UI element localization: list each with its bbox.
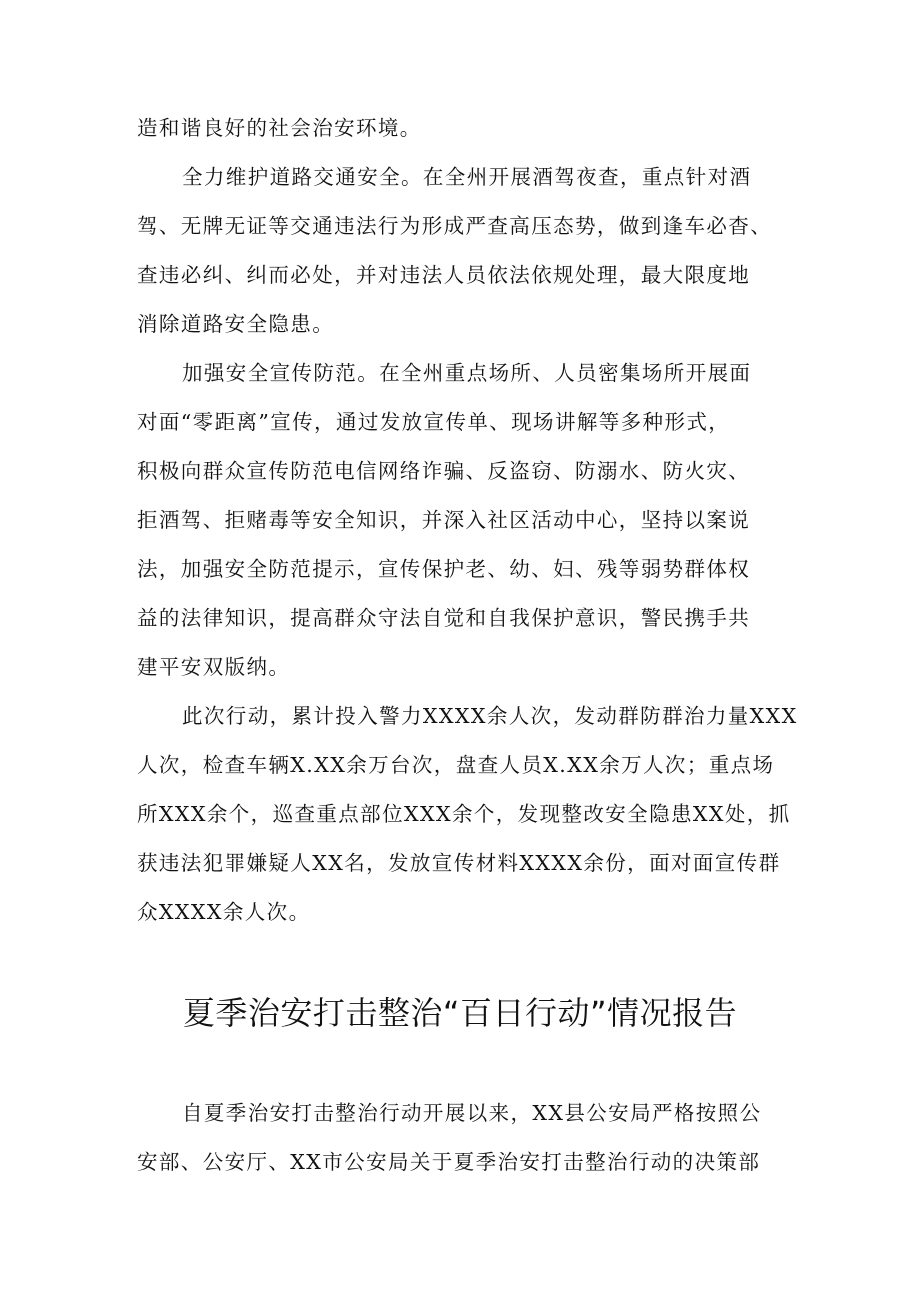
text-line: 人次，检查车辆X.XX余万台次，盘查人员X.XX余万人次；重点场 [137,753,775,777]
text-line: 拒酒驾、拒赌毒等安全知识，并深入社区活动中心，坚持以案说 [137,508,751,532]
text-line: 加强安全宣传防范。在全州重点场所、人员密集场所开展面 [182,361,752,385]
paragraph-traffic-safety [137,153,797,349]
text-line: 查违必纠、纠而必处，并对违法人员依法依规处理，最大限度地 [137,263,751,287]
text-line: 驾、无牌无证等交通违法行为形成严查高压态势，做到逢车必杳、 [137,214,773,238]
text-line: 全力维护道路交通安全。在全州开展酒驾夜查，重点针对酒 [182,165,752,189]
text-line: 积极向群众宣传防范电信网络诈骗、反盗窃、防溺水、防火灾、 [137,459,751,483]
text-line: 所XXX余个，巡查重点部位XXX余个，发现整改安全隐患XX处，抓 [137,802,791,826]
report-title: 夏季治安打击整治“百日行动”情况报告 [182,994,738,1032]
text-line: 消除道路安全隐患。 [137,312,335,336]
text-line: 对面“零距离”宣传，通过发放宣传单、现场讲解等多种形式， [137,410,731,434]
paragraph-intro [137,1089,797,1187]
paragraph-safety-publicity [137,349,797,692]
text-line: 益的法律知识，提高群众守法自觉和自我保护意识，警民携手共 [137,606,751,630]
paragraph-action-results [137,692,797,937]
text-line: 获违法犯罪嫌疑人XX名，发放宣传材料XXXX余份，面对面宣传群 [137,851,781,875]
text-line: 众XXXX余人次。 [137,900,311,924]
text-line: 建平安双版纳。 [137,655,291,679]
text-line: 自夏季治安打击整治行动开展以来，XX县公安局严格按照公 [182,1101,762,1125]
text-line: 安部、公安厅、XX市公安局关于夏季治安打击整治行动的决策部 [137,1150,761,1174]
text-line: 法，加强安全防范提示，宣传保护老、幼、妇、残等弱势群体权 [137,557,751,581]
text-line: 造和谐良好的社会治安环境。 [137,116,422,140]
continuation-paragraph [137,104,797,153]
text-line: 此次行动，累计投入警力XXXX余人次，发动群防群治力量XXX [182,704,798,728]
